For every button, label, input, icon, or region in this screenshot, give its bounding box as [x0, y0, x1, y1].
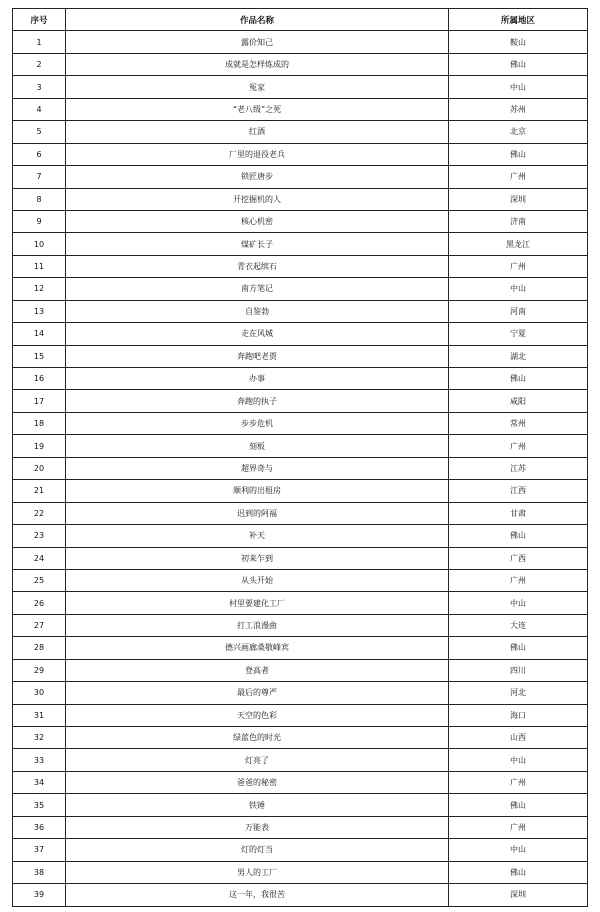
cell-no: 5 [13, 121, 66, 143]
cell-no: 24 [13, 547, 66, 569]
cell-region: 佛山 [449, 794, 588, 816]
cell-title: 红酒 [66, 121, 449, 143]
cell-region: 大连 [449, 614, 588, 636]
cell-title: 初来乍到 [66, 547, 449, 569]
cell-region: 深圳 [449, 884, 588, 906]
cell-region: 海口 [449, 704, 588, 726]
table-row [13, 839, 588, 861]
cell-region: 甘肃 [449, 502, 588, 524]
cell-title: 灯亮了 [66, 749, 449, 771]
cell-region: 江西 [449, 480, 588, 502]
cell-region: 广州 [449, 166, 588, 188]
cell-title: 登高者 [66, 659, 449, 681]
cell-region: 广州 [449, 569, 588, 591]
cell-no: 38 [13, 861, 66, 883]
cell-no: 12 [13, 278, 66, 300]
cell-no: 37 [13, 839, 66, 861]
cell-no: 15 [13, 345, 66, 367]
cell-region: 佛山 [449, 637, 588, 659]
cell-region: 中山 [449, 749, 588, 771]
table-row [13, 884, 588, 906]
cell-title: 绿蓝色的时光 [66, 727, 449, 749]
cell-title: 村里要建化工厂 [66, 592, 449, 614]
cell-no: 6 [13, 143, 66, 165]
cell-title: “老八级”之死 [66, 98, 449, 120]
cell-no: 16 [13, 368, 66, 390]
cell-title: 灯的灯当 [66, 839, 449, 861]
cell-title: 超界奇与 [66, 457, 449, 479]
cell-title: 青衣起缤石 [66, 255, 449, 277]
cell-title: 南方笔记 [66, 278, 449, 300]
cell-no: 4 [13, 98, 66, 120]
table-row [13, 121, 588, 143]
cell-no: 39 [13, 884, 66, 906]
cell-title: 奔跑的执子 [66, 390, 449, 412]
cell-region: 广州 [449, 255, 588, 277]
cell-region: 湖北 [449, 345, 588, 367]
cell-region: 常州 [449, 412, 588, 434]
cell-region: 江苏 [449, 457, 588, 479]
table-row [13, 166, 588, 188]
cell-region: 济南 [449, 210, 588, 232]
table-row [13, 525, 588, 547]
cell-title: 走在风城 [66, 323, 449, 345]
cell-region: 河北 [449, 682, 588, 704]
cell-no: 8 [13, 188, 66, 210]
cell-no: 20 [13, 457, 66, 479]
cell-no: 2 [13, 53, 66, 75]
cell-region: 苏州 [449, 98, 588, 120]
cell-no: 14 [13, 323, 66, 345]
table-row [13, 323, 588, 345]
cell-title: 核心机密 [66, 210, 449, 232]
cell-title: 这一年，我很苦 [66, 884, 449, 906]
cell-title: 顺利的出租房 [66, 480, 449, 502]
cell-region: 佛山 [449, 368, 588, 390]
table-row [13, 188, 588, 210]
cell-no: 25 [13, 569, 66, 591]
table-row [13, 255, 588, 277]
cell-no: 17 [13, 390, 66, 412]
cell-no: 29 [13, 659, 66, 681]
cell-title: 打工浪漫曲 [66, 614, 449, 636]
cell-no: 31 [13, 704, 66, 726]
table-row [13, 53, 588, 75]
cell-title: 煤矿长子 [66, 233, 449, 255]
cell-region: 深圳 [449, 188, 588, 210]
table-row [13, 614, 588, 636]
table-row [13, 300, 588, 322]
table-row [13, 659, 588, 681]
cell-region: 佛山 [449, 861, 588, 883]
table-row [13, 502, 588, 524]
cell-region: 中山 [449, 839, 588, 861]
cell-region: 四川 [449, 659, 588, 681]
cell-title: 最后的尊严 [66, 682, 449, 704]
cell-no: 10 [13, 233, 66, 255]
table-row [13, 31, 588, 53]
cell-title: 迟到的阿福 [66, 502, 449, 524]
cell-region: 北京 [449, 121, 588, 143]
cell-title: 成就是怎样炼成的 [66, 53, 449, 75]
table-body [13, 31, 588, 906]
cell-title: 德兴画廊桑敬峰宾 [66, 637, 449, 659]
cell-region: 广州 [449, 816, 588, 838]
cell-title: 奔跑吧老贾 [66, 345, 449, 367]
cell-no: 3 [13, 76, 66, 98]
cell-no: 30 [13, 682, 66, 704]
cell-region: 山西 [449, 727, 588, 749]
cell-no: 21 [13, 480, 66, 502]
table-row [13, 210, 588, 232]
cell-region: 佛山 [449, 53, 588, 75]
cell-title: 露价知己 [66, 31, 449, 53]
cell-no: 36 [13, 816, 66, 838]
cell-no: 26 [13, 592, 66, 614]
cell-no: 1 [13, 31, 66, 53]
cell-title: 铁锤 [66, 794, 449, 816]
works-table [12, 8, 588, 907]
cell-region: 黑龙江 [449, 233, 588, 255]
cell-title: 爸爸的秘密 [66, 771, 449, 793]
cell-title: 自鉴勃 [66, 300, 449, 322]
table-row [13, 435, 588, 457]
table-row [13, 547, 588, 569]
cell-region: 宁夏 [449, 323, 588, 345]
table-row [13, 480, 588, 502]
cell-region: 广西 [449, 547, 588, 569]
table-row [13, 345, 588, 367]
table-row [13, 368, 588, 390]
cell-title: 从头开始 [66, 569, 449, 591]
table-row [13, 704, 588, 726]
cell-no: 35 [13, 794, 66, 816]
cell-no: 32 [13, 727, 66, 749]
table-row [13, 637, 588, 659]
table-header-row [13, 9, 588, 31]
table-row [13, 278, 588, 300]
cell-no: 34 [13, 771, 66, 793]
cell-region: 咸阳 [449, 390, 588, 412]
table-row [13, 771, 588, 793]
cell-title: 开挖掘机的人 [66, 188, 449, 210]
cell-no: 13 [13, 300, 66, 322]
cell-no: 9 [13, 210, 66, 232]
cell-title: 男人的工厂 [66, 861, 449, 883]
cell-title: 步步危机 [66, 412, 449, 434]
table-row [13, 592, 588, 614]
cell-title: 锁匠唐步 [66, 166, 449, 188]
header-no: 序号 [13, 9, 66, 31]
cell-no: 22 [13, 502, 66, 524]
cell-region: 广州 [449, 771, 588, 793]
header-title: 作品名称 [66, 9, 449, 31]
table-row [13, 457, 588, 479]
cell-region: 佛山 [449, 143, 588, 165]
table-row [13, 861, 588, 883]
cell-title: 厂里的退役老兵 [66, 143, 449, 165]
table-row [13, 682, 588, 704]
table-row [13, 412, 588, 434]
cell-no: 7 [13, 166, 66, 188]
cell-no: 11 [13, 255, 66, 277]
cell-region: 中山 [449, 278, 588, 300]
cell-title: 刻板 [66, 435, 449, 457]
table-row [13, 727, 588, 749]
table-row [13, 390, 588, 412]
cell-region: 中山 [449, 76, 588, 98]
cell-title: 办事 [66, 368, 449, 390]
cell-no: 19 [13, 435, 66, 457]
table-row [13, 794, 588, 816]
cell-title: 天空的色彩 [66, 704, 449, 726]
table-row [13, 569, 588, 591]
cell-no: 33 [13, 749, 66, 771]
cell-no: 27 [13, 614, 66, 636]
cell-title: 万能表 [66, 816, 449, 838]
table-row [13, 749, 588, 771]
table-row [13, 76, 588, 98]
cell-region: 河南 [449, 300, 588, 322]
cell-title: 冤家 [66, 76, 449, 98]
header-region: 所属地区 [449, 9, 588, 31]
cell-no: 23 [13, 525, 66, 547]
cell-region: 中山 [449, 592, 588, 614]
table-row [13, 233, 588, 255]
cell-region: 佛山 [449, 525, 588, 547]
cell-no: 18 [13, 412, 66, 434]
cell-region: 广州 [449, 435, 588, 457]
cell-region: 鞍山 [449, 31, 588, 53]
table-row [13, 143, 588, 165]
table-row [13, 98, 588, 120]
cell-no: 28 [13, 637, 66, 659]
table-row [13, 816, 588, 838]
cell-title: 补天 [66, 525, 449, 547]
